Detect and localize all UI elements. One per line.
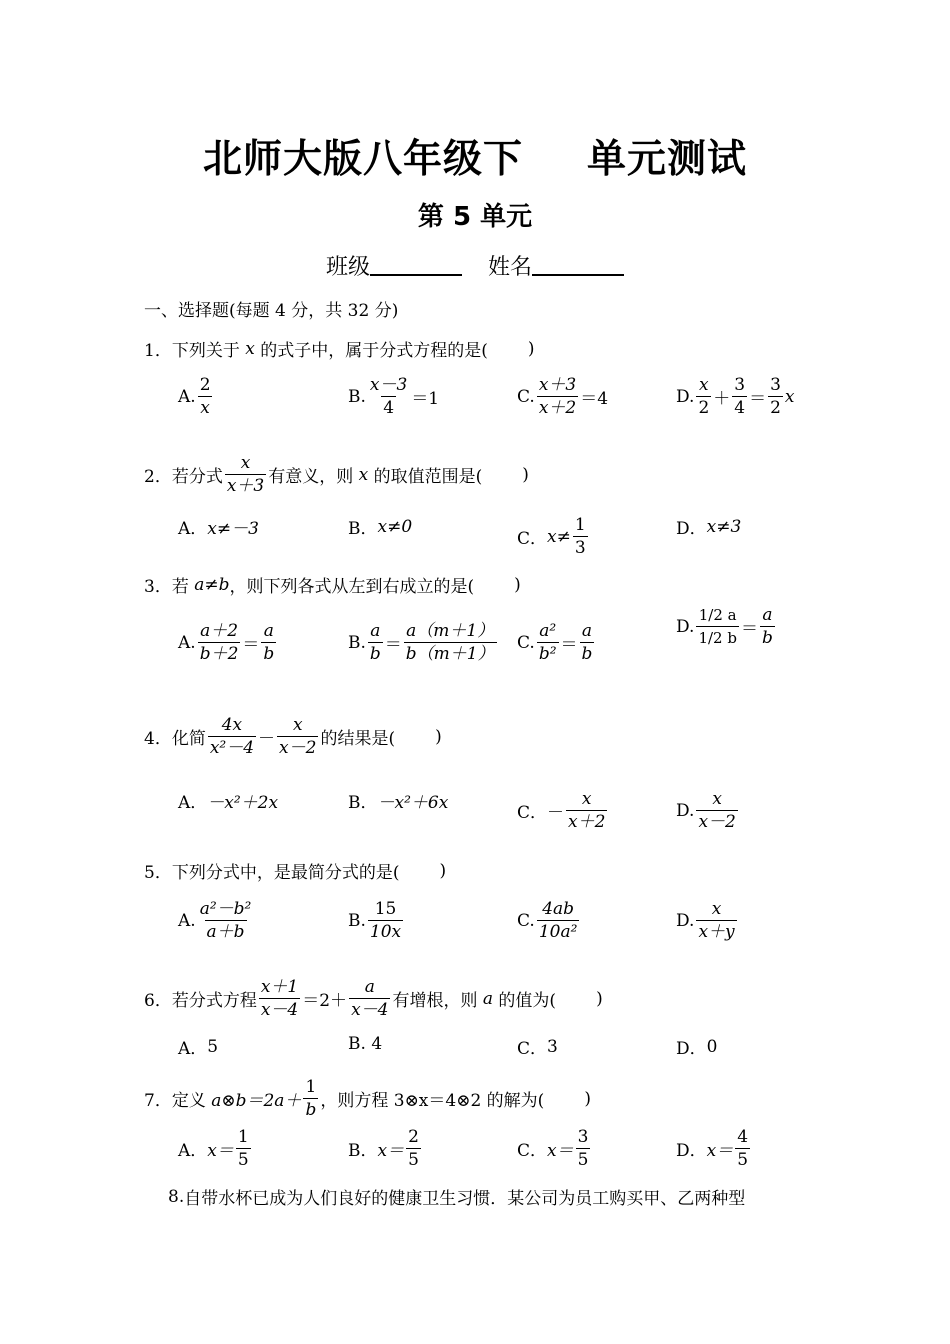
option-2d[interactable]: D． x≠3 xyxy=(676,516,742,539)
option-6a[interactable]: A． 5 xyxy=(178,1036,219,1059)
class-label: 班级 xyxy=(325,255,370,280)
option-3b[interactable]: B. $\frac{a}{b}$ ＝ $\frac{a(m+1)}{b(m+1)}$ xyxy=(348,621,495,664)
option-3a[interactable]: A. $\frac{a+2}{b+2}$ ＝ $\frac{a}{b}$ xyxy=(178,621,275,664)
option-5d[interactable]: D. $\frac{x}{x+y}$ xyxy=(676,899,735,942)
name-blank[interactable] xyxy=(532,252,624,276)
option-2a[interactable]: A． x≠－3 xyxy=(178,519,259,539)
option-2b[interactable]: B． x≠0 xyxy=(348,516,413,539)
option-1a[interactable]: A. $\frac{2}{x}$ xyxy=(178,375,211,418)
class-blank[interactable] xyxy=(370,252,462,276)
option-4b[interactable]: B． －x²＋6x xyxy=(348,793,449,813)
title-right: 单元测试 xyxy=(587,137,748,182)
option-4c[interactable]: C． － $\frac{x}{x+2}$ xyxy=(517,789,606,832)
question-2-options xyxy=(0,514,950,574)
option-3c[interactable]: C. $\frac{\text{a²}}{\text{b²}}$ ＝ $\frac{a}{b}$ xyxy=(517,621,593,664)
unit-heading: 第 5 单元 xyxy=(417,202,533,232)
section-heading: 一、选择题(每题 4 分，共 32 分) xyxy=(144,301,399,321)
option-1d[interactable]: D. $\frac{x}{2}$ ＋ $\frac{3}{4}$ ＝ $\frac{3}{2}$ x xyxy=(676,375,795,418)
option-6b[interactable]: B. 4 xyxy=(348,1034,383,1054)
option-2c[interactable]: C． x≠ $\frac{1}{3}$ xyxy=(517,515,586,558)
option-7d[interactable]: D． x＝ $\frac{4}{5}$ xyxy=(676,1127,749,1170)
question-4: 4． 化简 $\frac{4x}{\text{x²－4}}$ － $\frac{x}{x-2}$ 的结果是( ) xyxy=(144,715,442,758)
page-title xyxy=(0,128,950,184)
question-1-options xyxy=(0,374,950,434)
option-1b[interactable]: B. $\frac{x-3}{4}$ ＝1 xyxy=(348,375,440,418)
question-2: 2． 若分式 $\frac{x}{x+3}$ 有意义，则 x 的取值范围是( ) xyxy=(144,453,529,496)
option-7c[interactable]: C． x＝ $\frac{3}{5}$ xyxy=(517,1127,589,1170)
option-5b[interactable]: B. $\frac{15}{10x}$ xyxy=(348,899,402,942)
option-4d[interactable]: D. $\frac{x}{x-2}$ xyxy=(676,789,736,832)
question-5: 5． 下列分式中，是最简分式的是( ) xyxy=(144,860,447,883)
option-3d[interactable]: D. $\frac{1/2 a}{1/2 b}$ ＝ $\frac{a}{b}$ xyxy=(676,605,773,648)
question-1: 1． 下列关于 x 的式子中，属于分式方程的是( ) xyxy=(144,338,535,361)
question-8: 8. 自带水杯已成为人们良好的健康卫生习惯．某公司为员工购买甲、乙两种型 xyxy=(168,1186,746,1209)
question-7-options xyxy=(0,1126,950,1186)
question-3-options xyxy=(0,605,950,680)
option-6d[interactable]: D． 0 xyxy=(676,1036,718,1059)
option-6c[interactable]: C． 3 xyxy=(517,1036,558,1059)
option-7b[interactable]: B． x＝ $\frac{2}{5}$ xyxy=(348,1127,419,1170)
question-3: 3． 若 a≠b ，则下列各式从左到右成立的是( ) xyxy=(144,574,521,597)
option-1c[interactable]: C. $\frac{x+3}{x+2}$ ＝4 xyxy=(517,375,609,418)
title-left: 北师大版八年级下 xyxy=(202,137,523,182)
option-5a[interactable]: A. $\frac{\text{a²－b²}}{a+b}$ xyxy=(178,899,252,942)
option-7a[interactable]: A． x＝ $\frac{1}{5}$ xyxy=(178,1127,249,1170)
student-info-line xyxy=(0,250,950,281)
question-7: 7． 定义 a⊗b＝2a＋ $\frac{1}{b}$ ，则方程 3⊗x＝4⊗2 的解为( ) xyxy=(144,1077,591,1120)
option-4a[interactable]: A． －x²＋2x xyxy=(178,793,279,813)
question-4-options xyxy=(0,788,950,848)
option-5c[interactable]: C. $\frac{4ab}{\text{10a²}}$ xyxy=(517,899,578,942)
question-6: 6． 若分式方程 $\frac{x+1}{x-4}$ ＝2＋ $\frac{a}{x-4}$ 有增根，则 a 的值为( ) xyxy=(144,977,603,1020)
name-label: 姓名 xyxy=(488,255,533,280)
question-5-options xyxy=(0,898,950,958)
